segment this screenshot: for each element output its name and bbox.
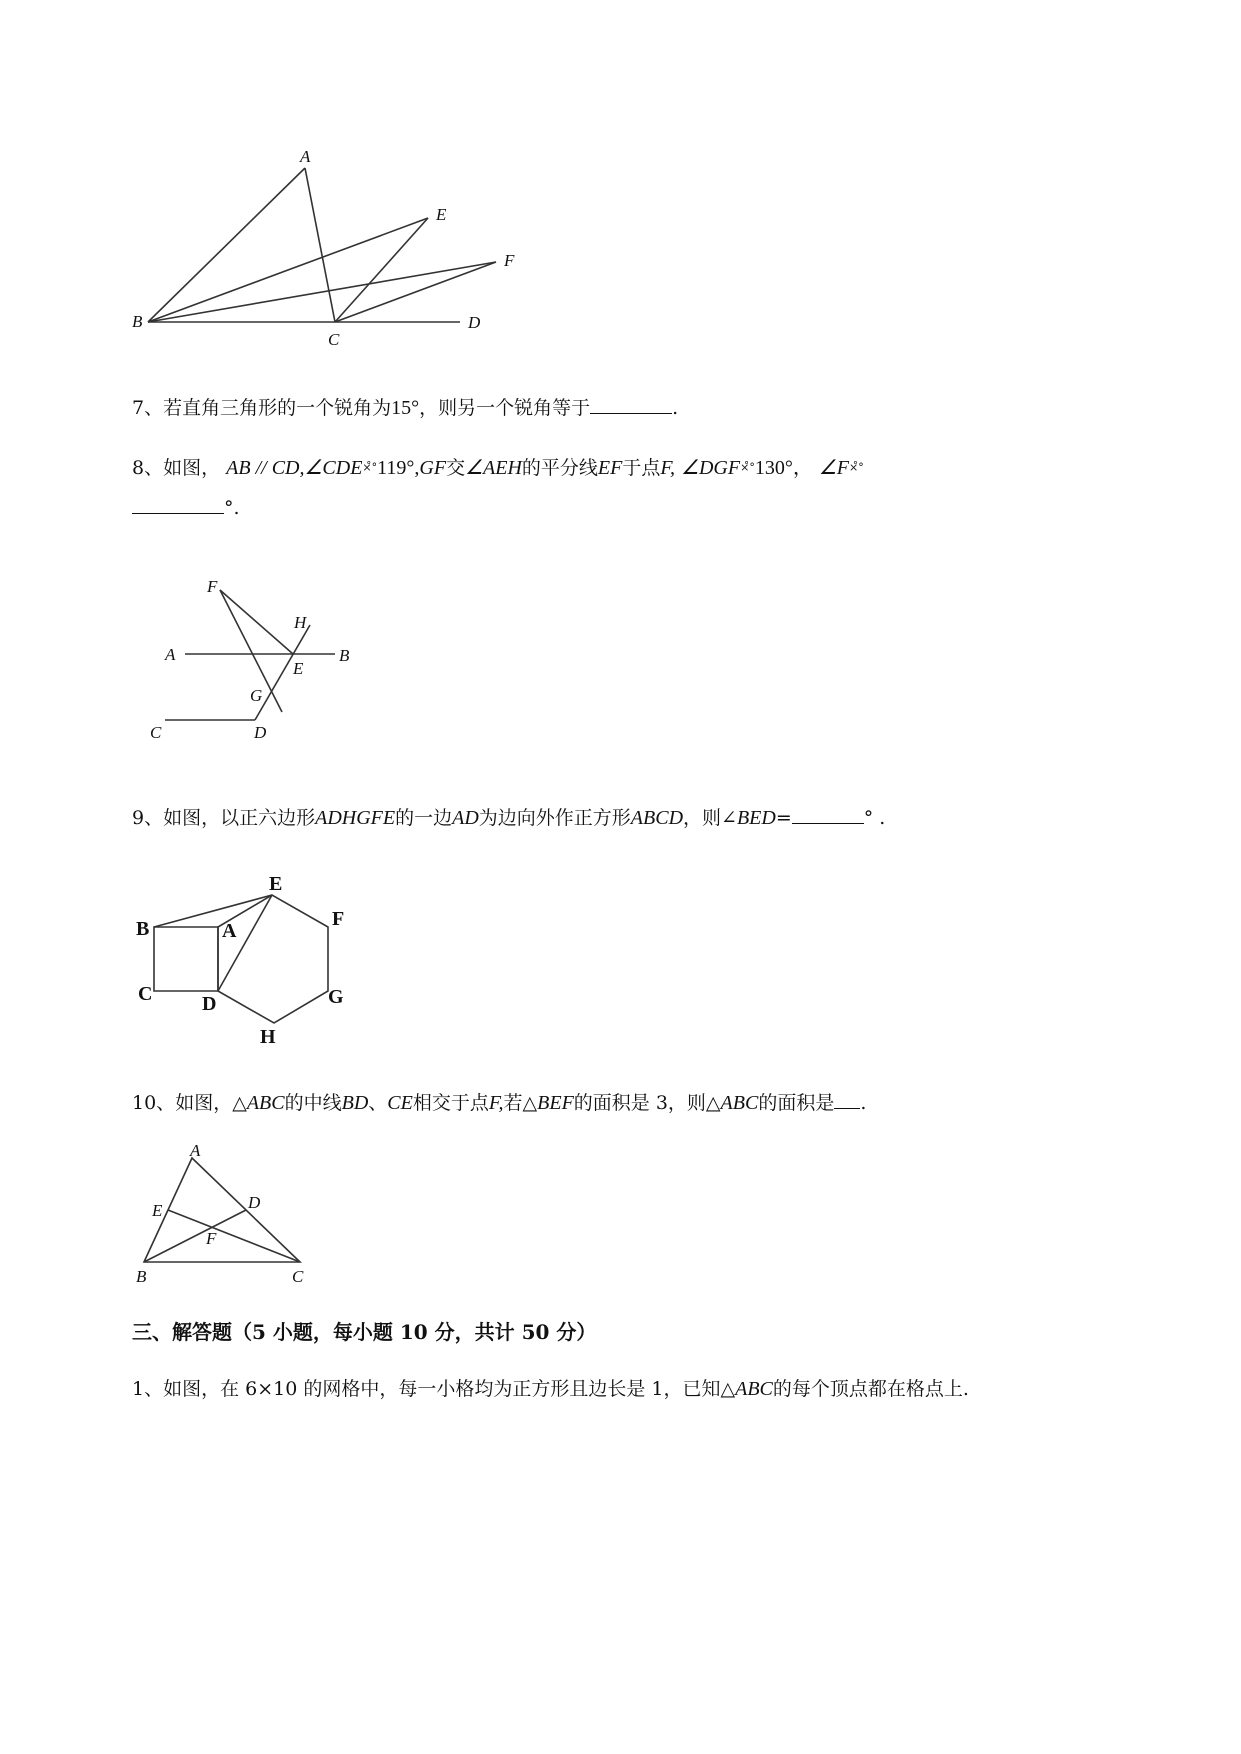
question-text: 的每个顶点都在格点上.: [772, 1378, 969, 1400]
question-end: ° .: [863, 807, 886, 829]
label-b: B: [136, 918, 150, 940]
answer-blank[interactable]: [792, 805, 864, 824]
section-heading: 三、解答题（5 小题，每小题 10 分，共计 50 分）: [132, 1320, 597, 1344]
question-text: 相交于点: [412, 1092, 489, 1114]
question-text: 的平分线: [521, 457, 598, 479]
question-number: 10、: [132, 1092, 176, 1114]
label-f: F: [206, 1229, 217, 1248]
label-f: F: [332, 908, 345, 930]
section3-question-1: [132, 1376, 969, 1402]
math-expression: BD: [341, 1092, 369, 1114]
answer-blank[interactable]: [590, 395, 672, 414]
question-7: [132, 395, 678, 421]
label-h: H: [294, 613, 307, 632]
figure-parallel-lines: [150, 570, 370, 750]
angle-value: 119°,: [377, 457, 420, 479]
question-text: 的中线: [284, 1092, 342, 1114]
question-text: 的面积是 3，则△: [573, 1092, 721, 1114]
math-expression: BEF: [537, 1092, 574, 1114]
label-a: A: [190, 1141, 201, 1160]
question-number: 1、: [132, 1378, 164, 1400]
question-text: ，则另一个锐角等于: [419, 397, 591, 419]
math-expression: ∠AEH: [465, 457, 522, 479]
question-text: 若△: [503, 1092, 538, 1114]
math-expression: ABC: [720, 1092, 759, 1114]
label-b: B: [136, 1267, 147, 1286]
question-text: 如图，△: [175, 1092, 247, 1114]
question-end: .: [672, 397, 679, 419]
question-text: 如图，以正六边形: [163, 807, 316, 829]
figure-triangle-medians: [130, 1140, 320, 1290]
question-text: 于点: [622, 457, 661, 479]
math-expression: F,: [488, 1092, 504, 1114]
figure-triangle-bcd: [130, 140, 550, 360]
question-end: °.: [224, 497, 240, 519]
question-end: .: [860, 1092, 867, 1114]
math-expression: ABC: [735, 1378, 773, 1400]
question-text: 如图，: [163, 457, 221, 479]
math-expression: ADHGFE: [315, 807, 396, 829]
question-number: 7、: [132, 397, 164, 419]
math-expression: BED: [736, 807, 776, 829]
label-b: B: [132, 312, 143, 331]
question-text: ，则∠: [683, 807, 737, 829]
label-d: D: [468, 313, 481, 332]
answer-blank[interactable]: [834, 1090, 860, 1109]
math-expression: ∠DGF: [681, 457, 741, 479]
label-c: C: [150, 723, 162, 742]
angle-value: 15°: [391, 397, 420, 419]
math-expression: GF: [419, 457, 447, 479]
math-expression: AB // CD,∠CDE: [226, 457, 363, 479]
label-c: C: [292, 1267, 304, 1286]
question-8: [132, 455, 864, 481]
garbled-mark: ×̊°: [362, 461, 378, 474]
label-e: E: [436, 205, 447, 224]
label-e: E: [152, 1201, 163, 1220]
question-text: 的一边: [395, 807, 453, 829]
question-9: [132, 805, 885, 831]
math-expression: AD: [452, 807, 479, 829]
label-e: E: [269, 873, 283, 895]
question-10: [132, 1090, 866, 1116]
question-number: 8、: [132, 457, 164, 479]
figure-hexagon-square: [130, 865, 360, 1050]
label-a: A: [165, 645, 176, 664]
math-expression: ∠F: [818, 457, 850, 479]
label-c: C: [138, 983, 153, 1005]
label-f: F: [504, 251, 515, 270]
math-expression: ABC: [246, 1092, 285, 1114]
label-d: D: [248, 1193, 261, 1212]
math-expression: ABCD: [630, 807, 684, 829]
question-text: =: [775, 807, 792, 829]
answer-blank[interactable]: [132, 495, 224, 514]
math-expression: CE: [387, 1092, 413, 1114]
math-expression: EF: [597, 457, 623, 479]
label-h: H: [260, 1026, 276, 1048]
question-text: 的面积是: [758, 1092, 835, 1114]
garbled-mark: ×̊°: [740, 461, 755, 474]
label-d: D: [202, 993, 217, 1015]
label-a: A: [222, 920, 237, 942]
question-text: 、: [368, 1092, 388, 1114]
question-text: 交: [446, 457, 466, 479]
label-g: G: [328, 986, 344, 1008]
label-f: F: [207, 577, 218, 596]
label-d: D: [254, 723, 267, 742]
question-text: 若直角三角形的一个锐角为: [163, 397, 392, 419]
question-text: 如图，在 6×10 的网格中，每一小格均为正方形且边长是 1，已知△: [163, 1378, 736, 1400]
math-expression: F,: [660, 457, 676, 479]
label-c: C: [328, 330, 340, 349]
label-e: E: [293, 659, 304, 678]
label-a: A: [300, 147, 311, 166]
question-text: 为边向外作正方形: [478, 807, 631, 829]
question-number: 9、: [132, 807, 164, 829]
garbled-mark: ×̊°: [849, 461, 864, 474]
label-b: B: [339, 646, 350, 665]
label-g: G: [250, 686, 263, 705]
question-8-answer-line: [132, 495, 240, 521]
angle-value: 130°，: [754, 457, 813, 479]
